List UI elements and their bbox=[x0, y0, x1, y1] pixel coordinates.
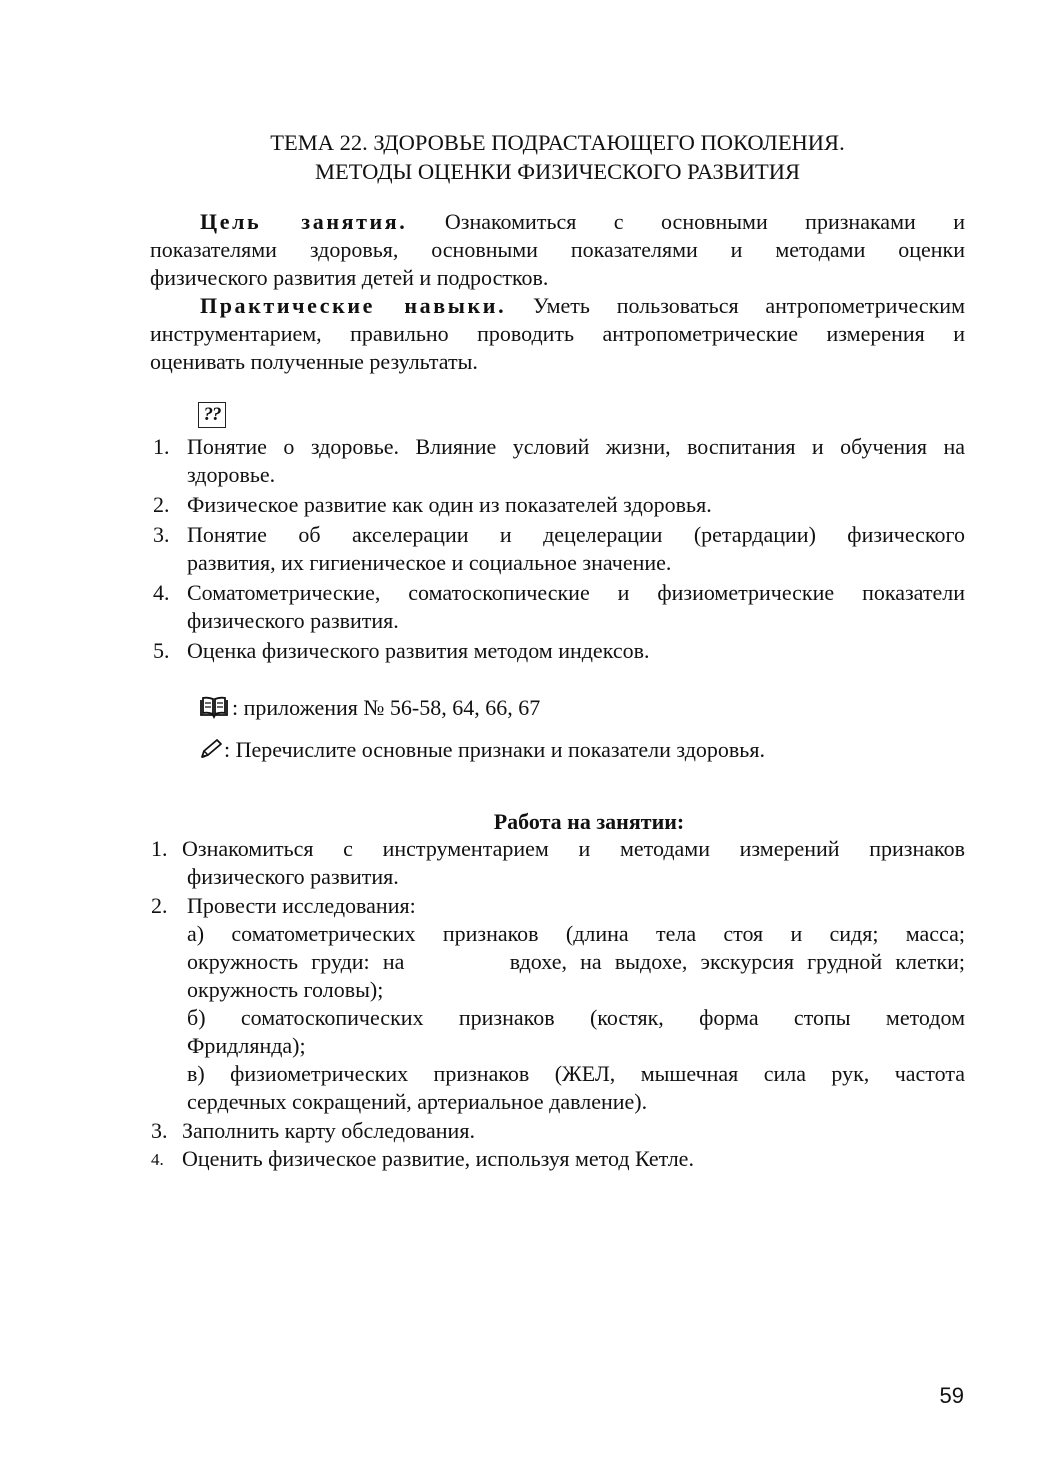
page-number: 59 bbox=[939, 1383, 964, 1408]
skills-line-1 bbox=[200, 292, 965, 320]
goal-line-1 bbox=[200, 208, 965, 236]
page-title-line-1: ТЕМА 22. ЗДОРОВЬЕ ПОДРАСТАЮЩЕГО ПОКОЛЕНИЯ. bbox=[270, 130, 845, 155]
goal-line-3: физического развития детей и подростков. bbox=[150, 265, 549, 290]
book-icon bbox=[199, 695, 229, 719]
question-number-4: 4. bbox=[153, 580, 170, 605]
work-4-line-1: Оценить физическое развитие, используя метод Кетле. bbox=[182, 1146, 694, 1171]
questions-icon: ?? bbox=[198, 402, 226, 428]
skills-line-3: оценивать полученные результаты. bbox=[150, 349, 478, 374]
question-1-line-2: здоровье. bbox=[187, 462, 276, 487]
question-number-3: 3. bbox=[153, 522, 170, 547]
work-3-line-1: Заполнить карту обследования. bbox=[182, 1118, 475, 1143]
skills-text-1: Уметь пользоваться антропометрическим bbox=[532, 293, 965, 318]
task-text: : Перечислите основные признаки и показатели здоровья. bbox=[224, 737, 765, 762]
work-number-4: 4. bbox=[151, 1150, 164, 1169]
skills-line-2: инструментарием, правильно проводить антропометрические измерения и bbox=[150, 321, 965, 346]
work-1-line-1: Ознакомиться с инструментарием и методами измерений признаков bbox=[182, 836, 965, 861]
pencil-icon bbox=[199, 738, 223, 760]
subitem-b-line-2: Фридлянда); bbox=[187, 1033, 306, 1058]
subitem-c-line-2: сердечных сокращений, артериальное давление). bbox=[187, 1089, 648, 1114]
question-3-line-1: Понятие об акселерации и децелерации (ретардации) физического bbox=[187, 522, 965, 547]
subitem-a-line-3: окружность головы); bbox=[187, 977, 384, 1002]
subitem-a-line-1: а) соматометрических признаков (длина тела стоя и сидя; масса; bbox=[187, 921, 965, 946]
subitem-c-line-1: в) физиометрических признаков (ЖЕЛ, мышечная сила рук, частота bbox=[187, 1061, 965, 1086]
work-1-line-2: физического развития. bbox=[187, 864, 399, 889]
work-number-2: 2. bbox=[151, 893, 168, 918]
question-number-2: 2. bbox=[153, 492, 170, 517]
subitem-a-line-2: окружность груди: на вдохе, на выдохе, экскурсия грудной клетки; bbox=[187, 949, 965, 974]
work-heading: Работа на занятии: bbox=[493, 809, 685, 834]
question-1-line-1: Понятие о здоровье. Влияние условий жизни, воспитания и обучения на bbox=[187, 434, 965, 459]
question-3-line-2: развития, их гигиеническое и социальное значение. bbox=[187, 550, 672, 575]
goal-text-1: Ознакомиться с основными признаками и bbox=[444, 209, 965, 234]
skills-label: Практические навыки. bbox=[200, 293, 507, 318]
page-title-line-2: МЕТОДЫ ОЦЕНКИ ФИЗИЧЕСКОГО РАЗВИТИЯ bbox=[314, 159, 801, 184]
subitem-b-line-1: б) соматоскопических признаков (костяк, форма стопы методом bbox=[187, 1005, 965, 1030]
goal-line-2: показателями здоровья, основными показателями и методами оценки bbox=[150, 237, 965, 262]
question-4-line-2: физического развития. bbox=[187, 608, 399, 633]
question-2-line-1: Физическое развитие как один из показателей здоровья. bbox=[187, 492, 712, 517]
work-number-3: 3. bbox=[151, 1118, 168, 1143]
question-5-line-1: Оценка физического развития методом индексов. bbox=[187, 638, 650, 663]
question-number-1: 1. bbox=[153, 434, 170, 459]
question-number-5: 5. bbox=[153, 638, 170, 663]
work-number-1: 1. bbox=[151, 836, 168, 861]
goal-label: Цель занятия. bbox=[200, 209, 408, 234]
work-2-line-1: Провести исследования: bbox=[187, 893, 416, 918]
question-4-line-1: Соматометрические, соматоскопические и физиометрические показатели bbox=[187, 580, 965, 605]
reference-text: : приложения № 56-58, 64, 66, 67 bbox=[232, 695, 541, 720]
